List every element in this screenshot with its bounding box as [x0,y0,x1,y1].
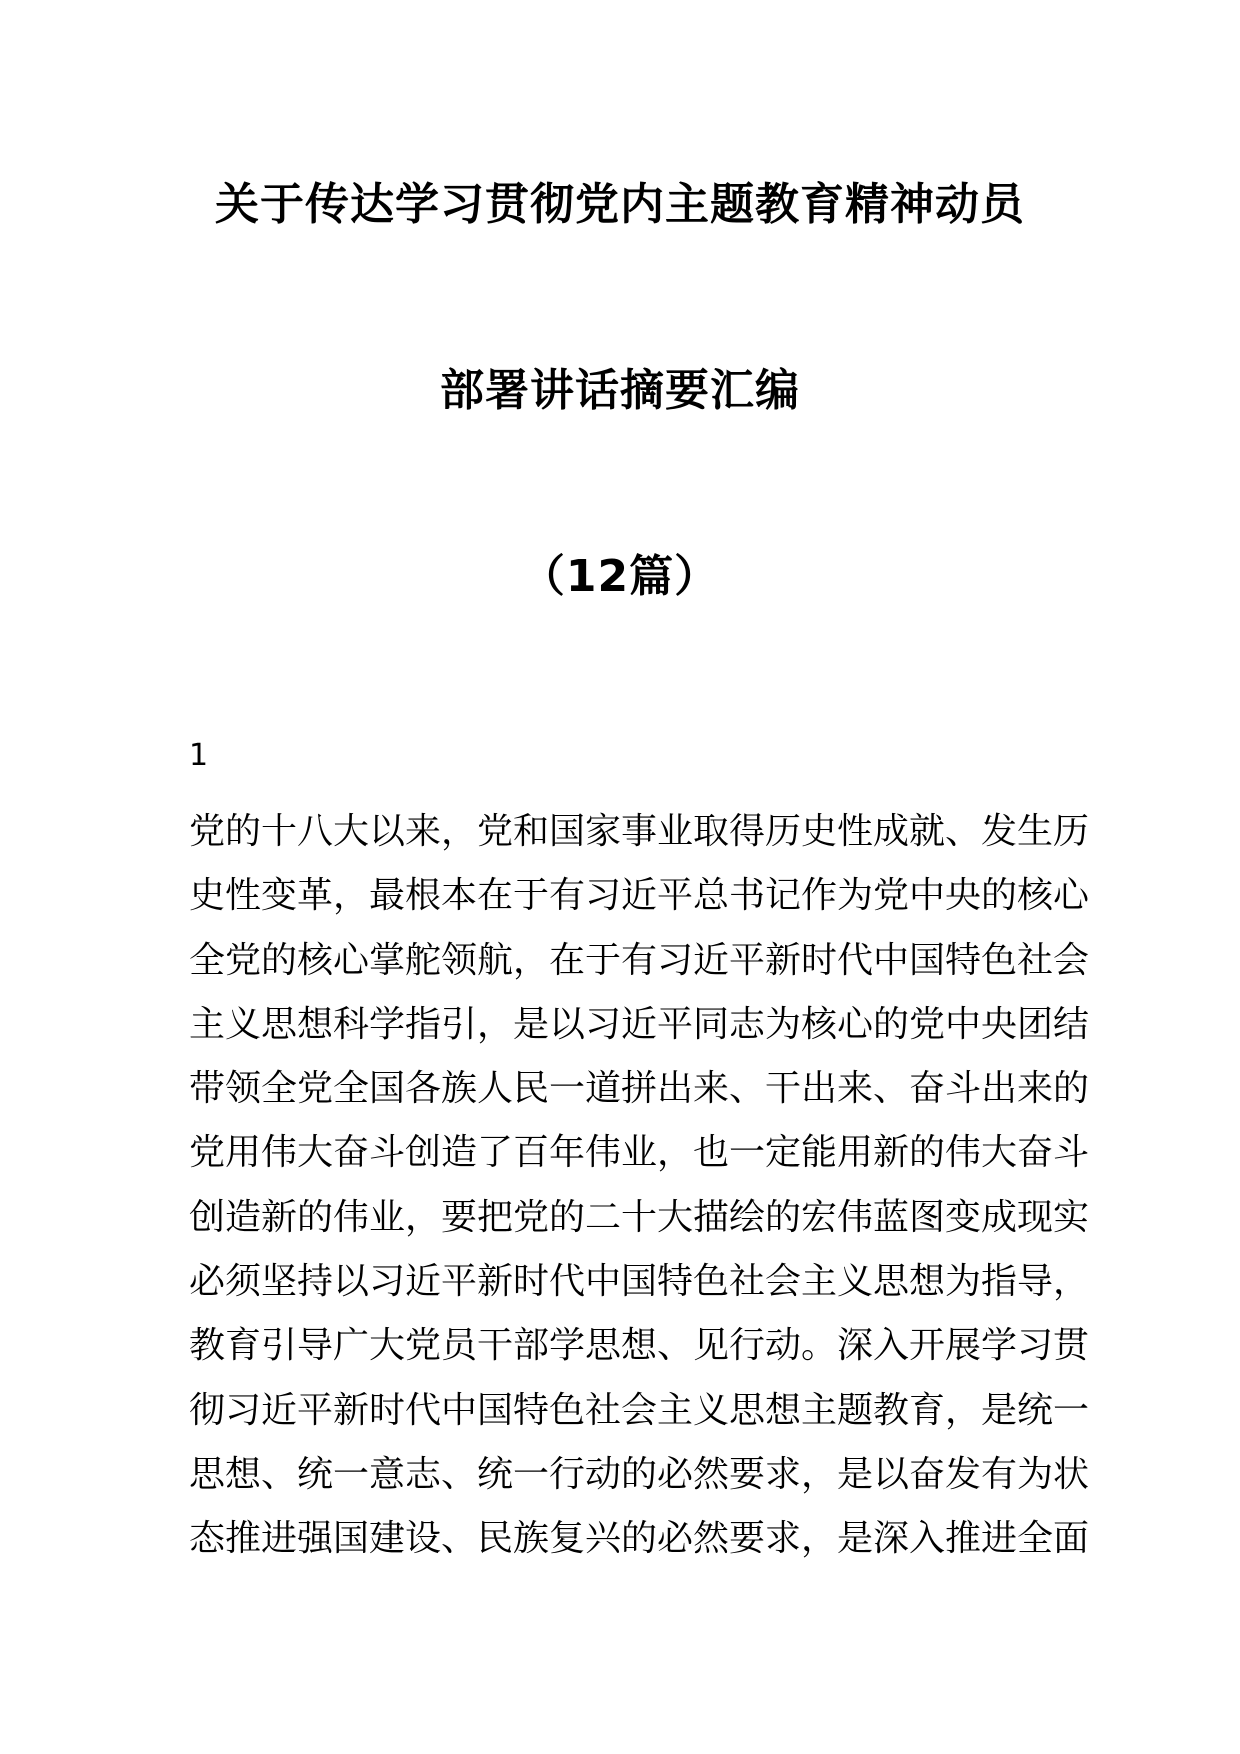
body-line: 党用伟大奋斗创造了百年伟业，也一定能用新的伟大奋斗 [189,1132,1090,1174]
body-line: 创造新的伟业，要把党的二十大描绘的宏伟蓝图变成现实 [189,1196,1090,1238]
body-line: 教育引导广大党员干部学思想、见行动。深入开展学习贯 [189,1325,1090,1367]
document-title-line-2: 部署讲话摘要汇编 [440,365,800,416]
body-line: 必须坚持以习近平新时代中国特色社会主义思想为指导， [189,1261,1090,1303]
body-line: 党的十八大以来，党和国家事业取得历史性成就、发生历 [189,811,1090,852]
body-line: 态推进强国建设、民族复兴的必然要求，是深入推进全面 [189,1518,1090,1560]
body-line: 全党的核心掌舵领航，在于有习近平新时代中国特色社会 [189,939,1090,981]
body-line: 彻习近平新时代中国特色社会主义思想主题教育，是统一 [189,1389,1090,1431]
document-body [189,738,1090,1572]
body-line: 史性变革，最根本在于有习近平总书记作为党中央的核心 [189,875,1090,917]
body-line: 思想、统一意志、统一行动的必然要求，是以奋发有为状 [189,1453,1090,1495]
document-title-line-1: 关于传达学习贯彻党内主题教育精神动员 [215,179,1025,230]
document-count-label: （12篇） [520,551,720,602]
section-number: 1 [189,738,209,773]
body-line: 带领全党全国各族人民一道拼出来、干出来、奋斗出来的 [189,1068,1090,1110]
body-paragraph [189,800,1090,1572]
body-line: 主义思想科学指引，是以习近平同志为核心的党中央团结 [189,1003,1090,1045]
